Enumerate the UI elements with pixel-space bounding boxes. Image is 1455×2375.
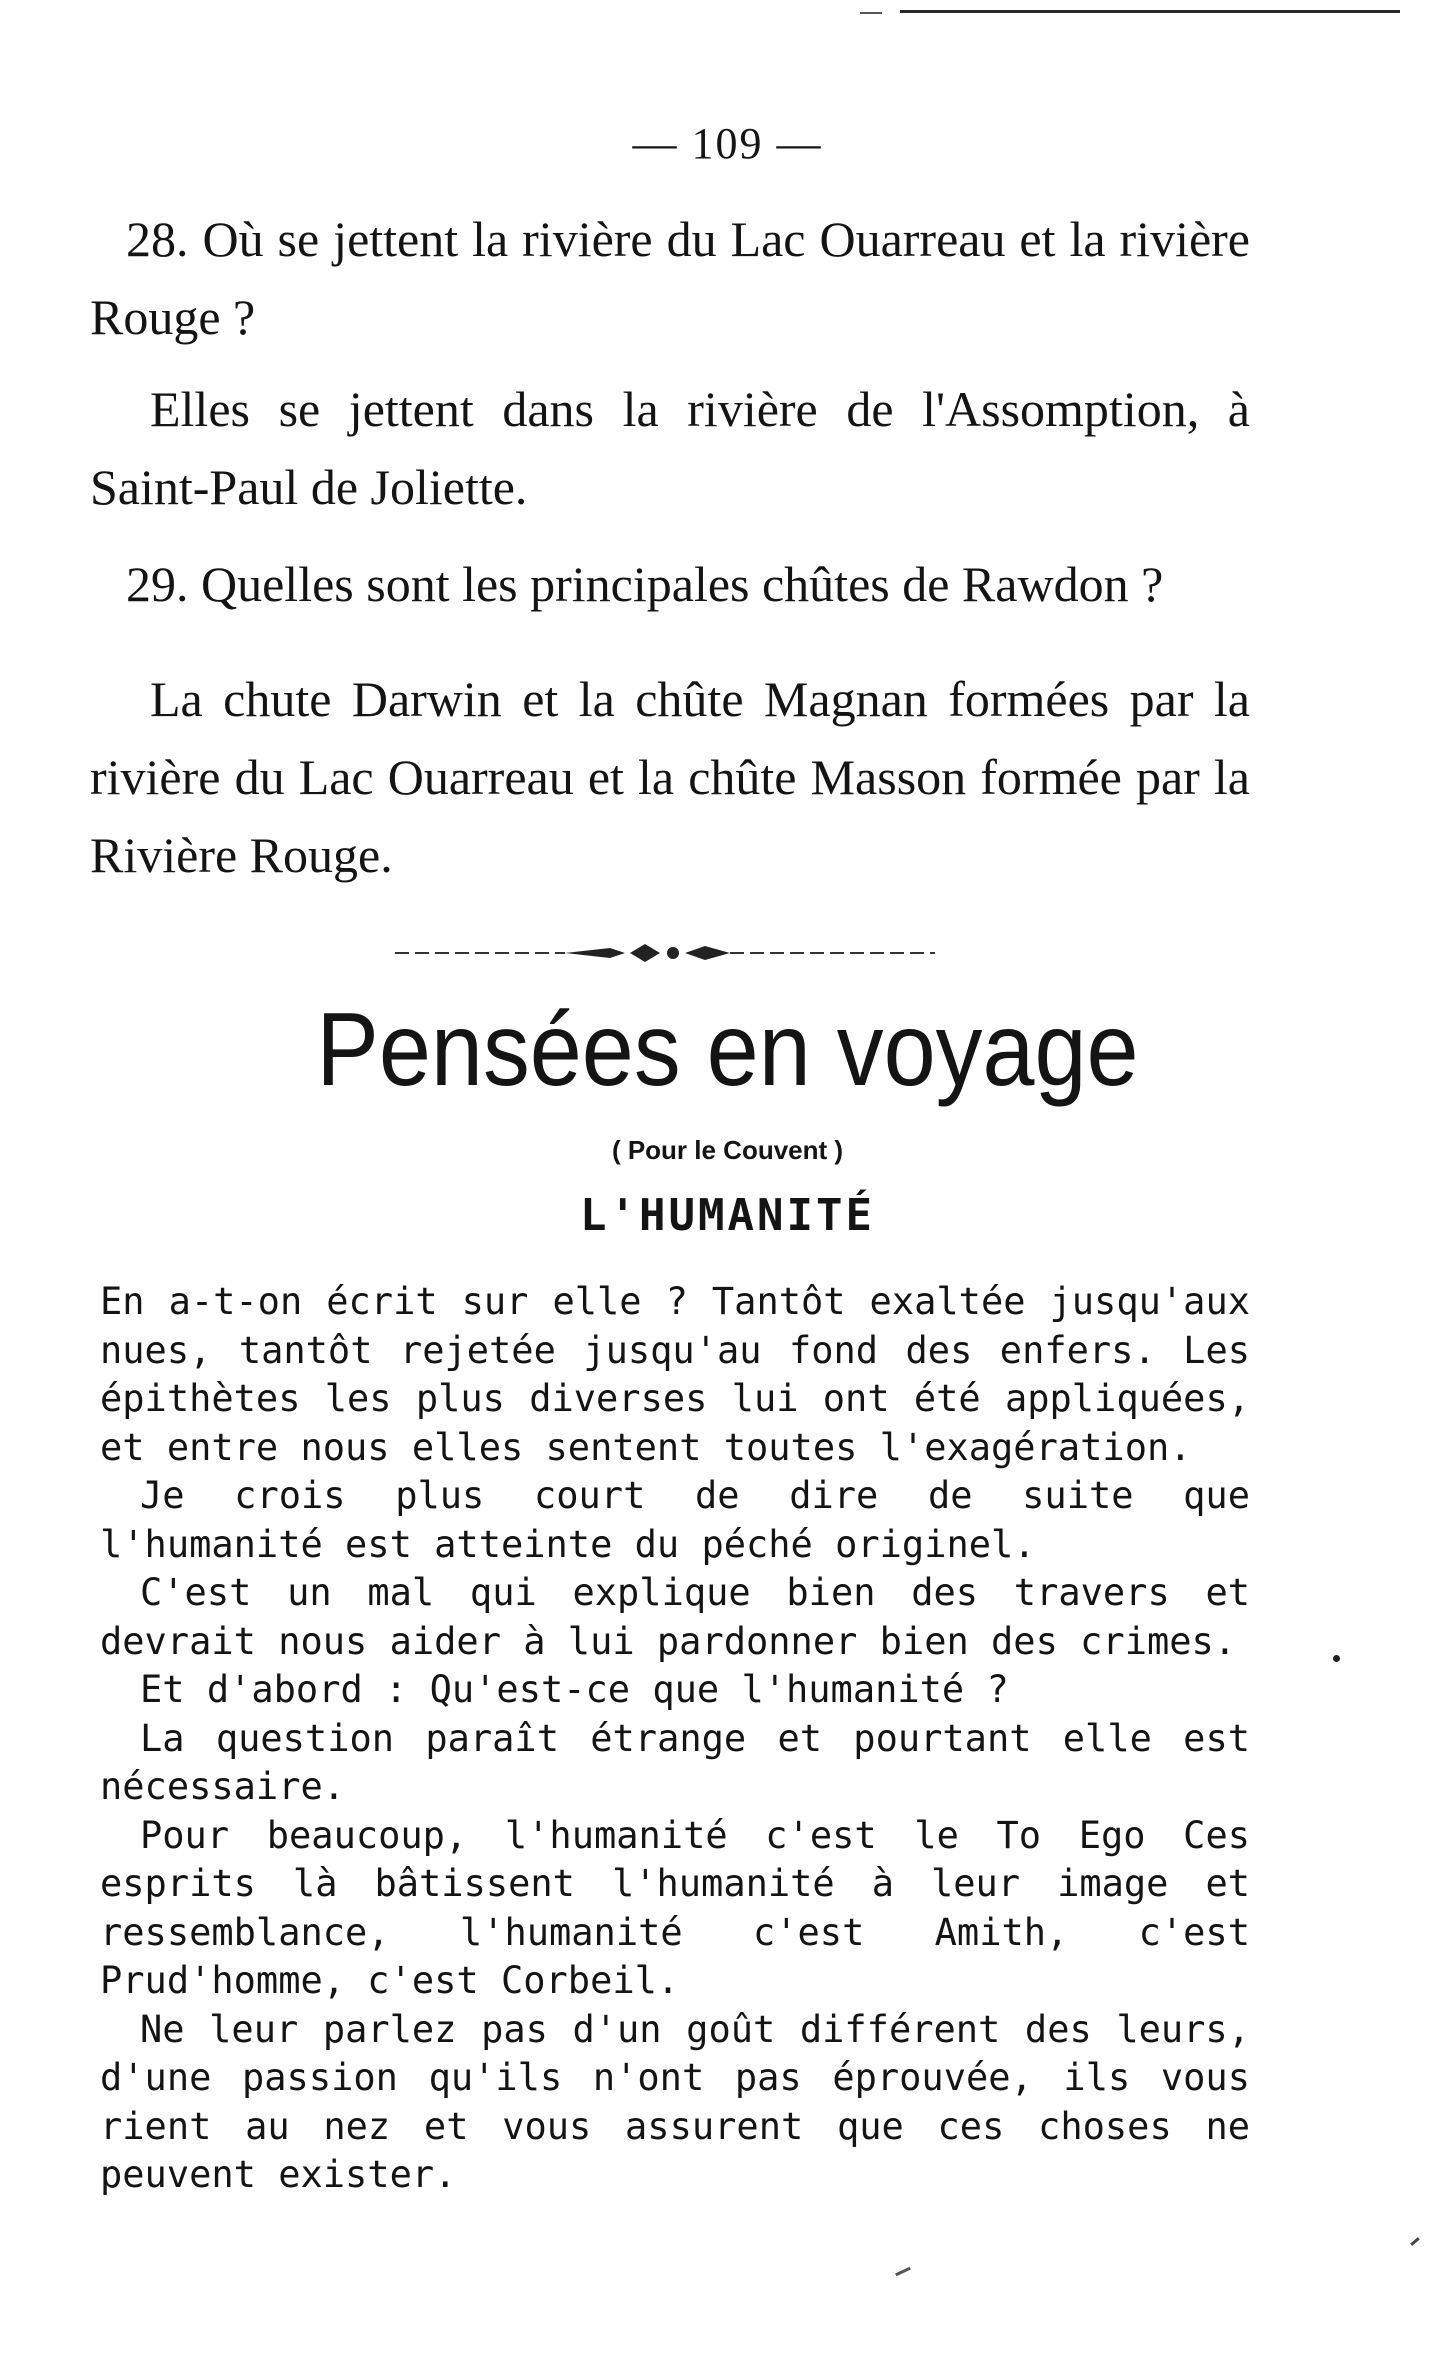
ornament-divider (395, 938, 935, 968)
paragraph-7: Ne leur parlez pas d'un goût différent des leurs, d'une passion qu'ils n'ont pas éprouvée, ils vous rient au nez et vous assurent que ces choses ne peuvent exister. (100, 2007, 1250, 2196)
question-28: 28. Où se jettent la rivière du Lac Ouarreau et la rivière Rouge ? (90, 211, 1250, 345)
article-title: Pensées en voyage (316, 992, 1139, 1108)
article-body (100, 1278, 1250, 2200)
top-rule-dash (860, 12, 882, 14)
paragraph-5: La question paraît étrange et pourtant elle est nécessaire. (100, 1716, 1250, 1808)
answer-28: Elles se jettent dans la rivière de l'Assomption, à Saint-Paul de Joliette. (90, 381, 1250, 515)
answer-29: La chute Darwin et la chûte Magnan formées par la rivière du Lac Ouarreau et la chûte Masson formée par la Rivière Rouge. (90, 671, 1250, 883)
margin-dot (1333, 1655, 1340, 1662)
page-number: — 109 — (632, 119, 823, 168)
article-subtitle: ( Pour le Couvent ) (611, 1135, 844, 1165)
question-29: 29. Quelles sont les principales chûtes de Rawdon ? (126, 556, 1164, 612)
paragraph-4: Et d'abord : Qu'est-ce que l'humanité ? (140, 1668, 1009, 1711)
top-rule (900, 10, 1400, 13)
paragraph-3: C'est un mal qui explique bien des travers et devrait nous aider à lui pardonner bien des crimes. (100, 1571, 1250, 1663)
paragraph-6: Pour beaucoup, l'humanité c'est le To Ego Ces esprits là bâtissent l'humanité à leur image et ressemblance, l'humanité c'est Amith, c'est Prud'homme, c'est Corbeil. (100, 1813, 1250, 2002)
corner-ink-mark (1410, 2237, 1420, 2246)
section-title: L'HUMANITÉ (580, 1190, 875, 1241)
paragraph-1: En a-t-on écrit sur elle ? Tantôt exaltée jusqu'aux nues, tantôt rejetée jusqu'au fond des enfers. Les épithètes les plus diverses lui ont été appliquées, et entre nous elles sentent toutes l'exagération. (100, 1280, 1250, 1469)
bottom-ink-mark (895, 2267, 911, 2276)
paragraph-2: Je crois plus court de dire de suite que l'humanité est atteinte du péché originel. (100, 1474, 1250, 1566)
